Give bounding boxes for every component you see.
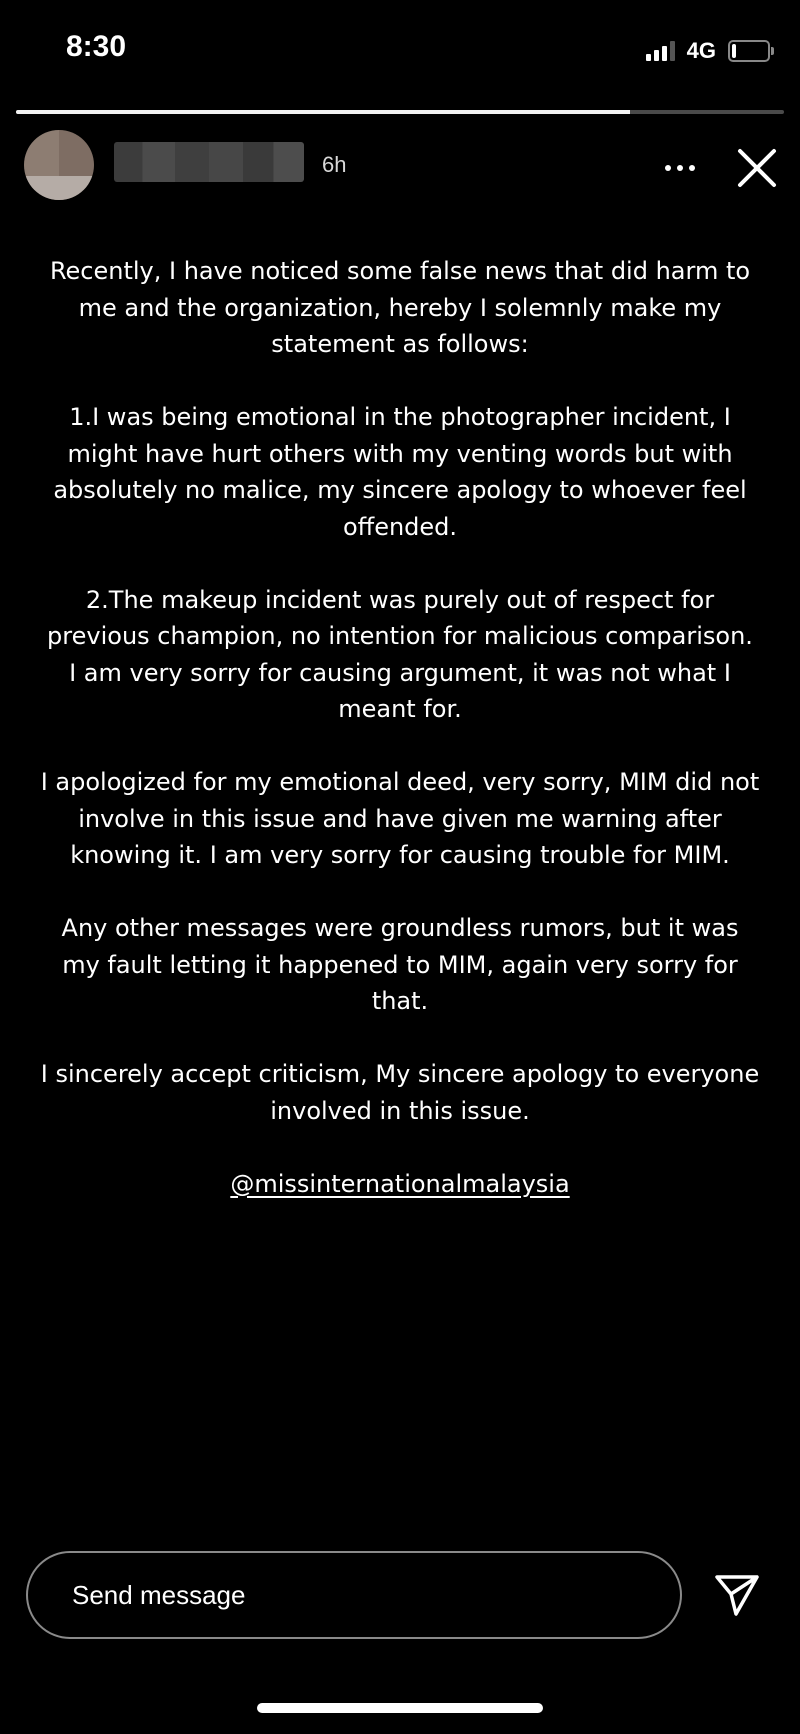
account-mention-link[interactable]: @missinternationalmalaysia [230, 1169, 570, 1198]
send-icon [712, 1572, 762, 1618]
story-progress-fill [16, 110, 630, 114]
statement-paragraph: Recently, I have noticed some false news that did harm to me and the organization, hereby I solemnly make my statement as follows: [49, 257, 751, 358]
username-blurred[interactable] [114, 142, 304, 182]
signal-icon [646, 41, 675, 61]
statement-paragraph: I sincerely accept criticism, My sincere apology to everyone involved in this issue. [40, 1060, 760, 1125]
send-message-input[interactable] [26, 1551, 682, 1639]
close-button[interactable] [732, 143, 782, 193]
more-options-icon [665, 165, 671, 171]
status-time: 8:30 [66, 30, 127, 63]
home-indicator[interactable] [257, 1703, 543, 1713]
more-options-button[interactable] [650, 148, 710, 188]
send-button[interactable] [712, 1572, 762, 1618]
statement-paragraph: 2.The makeup incident was purely out of respect for previous champion, no intention for malicious comparison. I am very sorry for causing argument, it was not what I meant for. [47, 585, 753, 723]
story-statement [40, 253, 760, 1239]
battery-icon [728, 40, 770, 62]
statement-paragraph: 1.I was being emotional in the photographer incident, I might have hurt others with my venting words but with absolutely no malice, my sincere apology to whoever feel offended. [53, 403, 747, 541]
statement-paragraph: Any other messages were groundless rumors, but it was my fault letting it happened to MIM, again very sorry for that. [61, 914, 739, 1015]
close-icon [732, 143, 782, 193]
story-progress-bar [16, 110, 784, 114]
story-time-ago: 6h [322, 152, 347, 177]
network-type: 4G [686, 38, 716, 63]
statement-paragraph: I apologized for my emotional deed, very sorry, MIM did not involve in this issue and have given me warning after knowing it. I am very sorry for causing trouble for MIM. [40, 768, 760, 869]
status-indicators [646, 38, 770, 64]
avatar[interactable] [24, 130, 94, 200]
